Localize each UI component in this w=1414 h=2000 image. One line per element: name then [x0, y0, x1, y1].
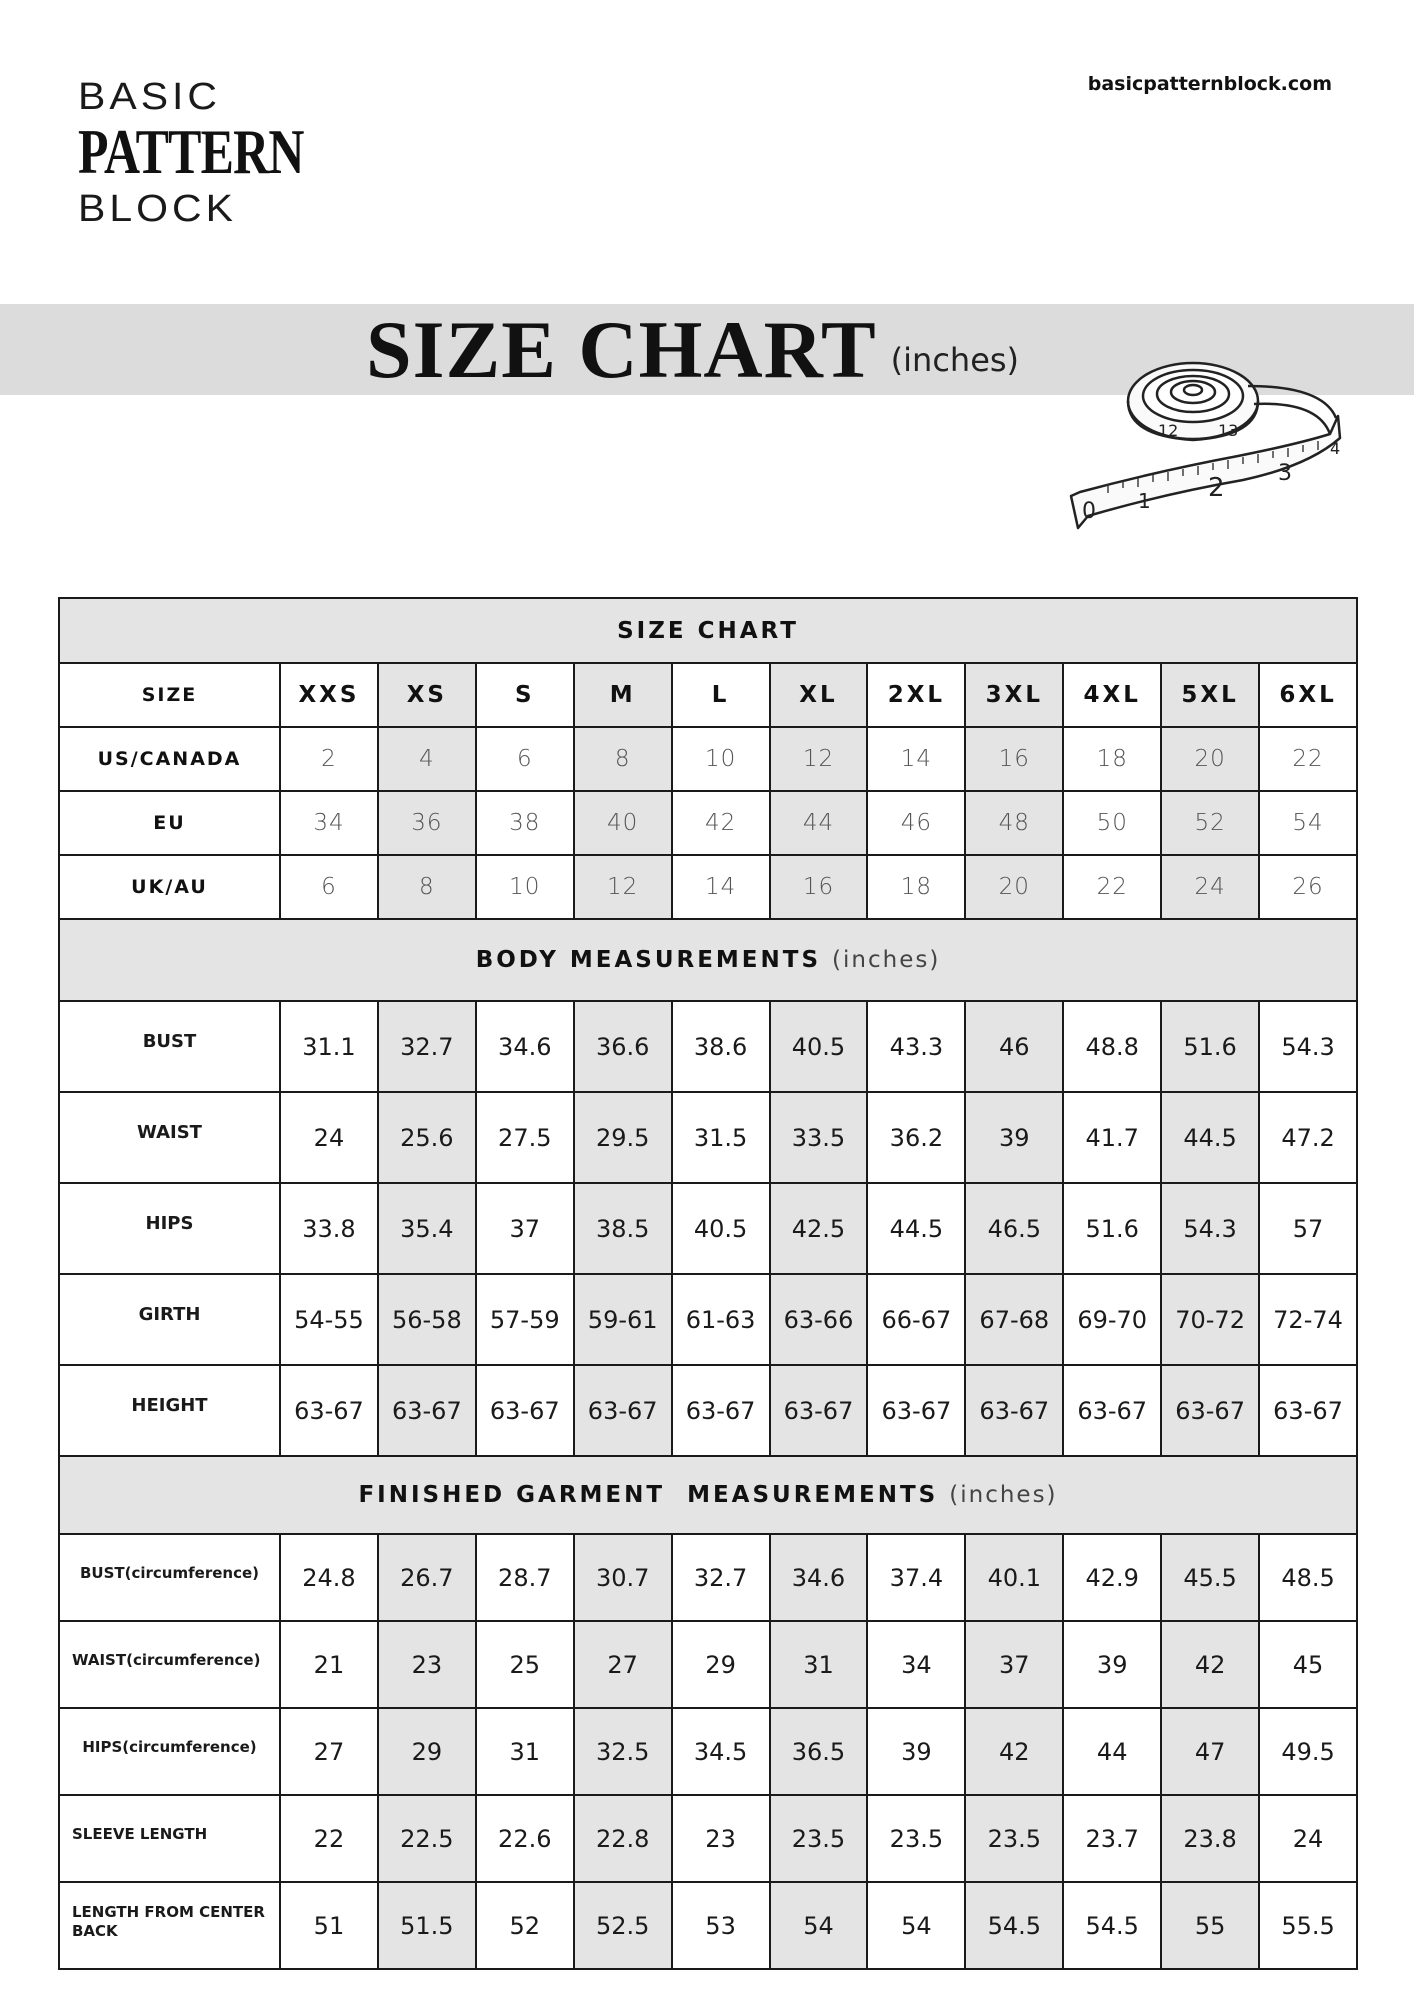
size-header-cell: XL [770, 663, 868, 727]
table-cell: 36.5 [770, 1708, 868, 1795]
table-cell: 38.5 [574, 1183, 672, 1274]
table-cell: 40.5 [770, 1001, 868, 1092]
table-cell: 25.6 [378, 1092, 476, 1183]
table-cell: 63-67 [770, 1365, 868, 1456]
table-cell: 23.5 [965, 1795, 1063, 1882]
table-title: SIZE CHART [59, 598, 1357, 663]
table-cell: 54 [867, 1882, 965, 1969]
table-cell: 34.6 [770, 1534, 868, 1621]
table-cell: 44 [1063, 1708, 1161, 1795]
table-cell: 39 [867, 1708, 965, 1795]
table-cell: 32.7 [378, 1001, 476, 1092]
table-cell: 55 [1161, 1882, 1259, 1969]
table-cell: 14 [672, 855, 770, 919]
table-cell: 31.1 [280, 1001, 378, 1092]
section-title: FINISHED GARMENT MEASUREMENTS [358, 1482, 939, 1508]
table-cell: 50 [1063, 791, 1161, 855]
row-label: US/CANADA [59, 727, 280, 791]
table-cell: 63-67 [476, 1365, 574, 1456]
table-cell: 33.5 [770, 1092, 868, 1183]
body-measurements-heading [59, 919, 1357, 1001]
svg-text:13: 13 [1218, 421, 1239, 440]
table-cell: 20 [1161, 727, 1259, 791]
table-cell: 52.5 [574, 1882, 672, 1969]
row-label: UK/AU [59, 855, 280, 919]
page-title-unit: (inches) [890, 340, 1020, 379]
section-unit: (inches) [832, 947, 941, 973]
logo-line-2: PATTERN [78, 116, 304, 187]
table-cell: 23.5 [770, 1795, 868, 1882]
table-cell: 18 [1063, 727, 1161, 791]
table-cell: 63-67 [867, 1365, 965, 1456]
table-cell: 23 [378, 1621, 476, 1708]
table-cell: 20 [965, 855, 1063, 919]
row-label: HIPS(circumference) [59, 1708, 280, 1795]
table-cell: 22.5 [378, 1795, 476, 1882]
table-cell: 42 [965, 1708, 1063, 1795]
table-cell: 57 [1259, 1183, 1357, 1274]
row-label: HEIGHT [59, 1365, 280, 1456]
table-cell: 39 [965, 1092, 1063, 1183]
table-cell: 28.7 [476, 1534, 574, 1621]
table-cell: 40.1 [965, 1534, 1063, 1621]
table-cell: 45.5 [1161, 1534, 1259, 1621]
table-cell: 63-67 [1161, 1365, 1259, 1456]
table-cell: 46.5 [965, 1183, 1063, 1274]
table-cell: 44.5 [867, 1183, 965, 1274]
table-cell: 63-67 [574, 1365, 672, 1456]
table-cell: 61-63 [672, 1274, 770, 1365]
logo-line-3: BLOCK [78, 186, 237, 230]
table-cell: 12 [574, 855, 672, 919]
size-header-cell: 3XL [965, 663, 1063, 727]
table-cell: 18 [867, 855, 965, 919]
table-cell: 54.3 [1161, 1183, 1259, 1274]
row-label: BUST(circumference) [59, 1534, 280, 1621]
table-cell: 53 [672, 1882, 770, 1969]
table-cell: 22.6 [476, 1795, 574, 1882]
table-cell: 24.8 [280, 1534, 378, 1621]
svg-text:3: 3 [1278, 461, 1292, 486]
size-header-cell: 2XL [867, 663, 965, 727]
table-cell: 54-55 [280, 1274, 378, 1365]
table-cell: 23.7 [1063, 1795, 1161, 1882]
table-cell: 52 [476, 1882, 574, 1969]
table-cell: 14 [867, 727, 965, 791]
table-cell: 24 [1259, 1795, 1357, 1882]
table-cell: 37 [965, 1621, 1063, 1708]
table-cell: 48 [965, 791, 1063, 855]
table-cell: 38.6 [672, 1001, 770, 1092]
table-cell: 30.7 [574, 1534, 672, 1621]
size-header-cell: M [574, 663, 672, 727]
table-cell: 63-67 [1259, 1365, 1357, 1456]
table-cell: 10 [476, 855, 574, 919]
svg-text:4: 4 [1330, 439, 1341, 458]
table-cell: 24 [1161, 855, 1259, 919]
table-cell: 41.7 [1063, 1092, 1161, 1183]
row-label: EU [59, 791, 280, 855]
row-label: BUST [59, 1001, 280, 1092]
table-cell: 22 [1259, 727, 1357, 791]
svg-text:12: 12 [1158, 421, 1179, 440]
table-cell: 43.3 [867, 1001, 965, 1092]
table-cell: 22 [280, 1795, 378, 1882]
size-header-label: SIZE [59, 663, 280, 727]
row-label: WAIST(circumference) [59, 1621, 280, 1708]
table-cell: 23.5 [867, 1795, 965, 1882]
table-cell: 72-74 [1259, 1274, 1357, 1365]
table-cell: 33.8 [280, 1183, 378, 1274]
table-cell: 27 [280, 1708, 378, 1795]
table-cell: 16 [770, 855, 868, 919]
table-cell: 34.5 [672, 1708, 770, 1795]
size-header-cell: 4XL [1063, 663, 1161, 727]
table-cell: 24 [280, 1092, 378, 1183]
table-cell: 34 [867, 1621, 965, 1708]
table-cell: 40 [574, 791, 672, 855]
svg-text:0: 0 [1082, 499, 1096, 524]
table-cell: 36.6 [574, 1001, 672, 1092]
brand-logo [78, 74, 304, 230]
row-label: HIPS [59, 1183, 280, 1274]
table-cell: 6 [476, 727, 574, 791]
table-cell: 2 [280, 727, 378, 791]
section-unit: (inches) [949, 1482, 1058, 1508]
table-cell: 59-61 [574, 1274, 672, 1365]
row-label: WAIST [59, 1092, 280, 1183]
row-label: LENGTH FROM CENTER BACK [59, 1882, 280, 1969]
table-cell: 23 [672, 1795, 770, 1882]
table-cell: 6 [280, 855, 378, 919]
table-cell: 45 [1259, 1621, 1357, 1708]
website-url: basicpatternblock.com [1087, 73, 1332, 95]
table-cell: 52 [1161, 791, 1259, 855]
table-cell: 66-67 [867, 1274, 965, 1365]
size-header-cell: 6XL [1259, 663, 1357, 727]
table-cell: 32.5 [574, 1708, 672, 1795]
table-cell: 51.6 [1063, 1183, 1161, 1274]
table-cell: 8 [574, 727, 672, 791]
table-cell: 49.5 [1259, 1708, 1357, 1795]
table-cell: 31.5 [672, 1092, 770, 1183]
size-header-cell: XS [378, 663, 476, 727]
table-cell: 4 [378, 727, 476, 791]
table-cell: 54.3 [1259, 1001, 1357, 1092]
table-cell: 54 [770, 1882, 868, 1969]
table-cell: 44.5 [1161, 1092, 1259, 1183]
table-cell: 16 [965, 727, 1063, 791]
table-cell: 69-70 [1063, 1274, 1161, 1365]
table-cell: 57-59 [476, 1274, 574, 1365]
table-cell: 37 [476, 1183, 574, 1274]
table-cell: 34 [280, 791, 378, 855]
row-label: SLEEVE LENGTH [59, 1795, 280, 1882]
table-cell: 40.5 [672, 1183, 770, 1274]
table-cell: 67-68 [965, 1274, 1063, 1365]
table-cell: 29 [378, 1708, 476, 1795]
table-cell: 39 [1063, 1621, 1161, 1708]
size-header-cell: 5XL [1161, 663, 1259, 727]
table-cell: 31 [770, 1621, 868, 1708]
table-cell: 36 [378, 791, 476, 855]
size-chart-table [58, 597, 1358, 1970]
table-cell: 51.5 [378, 1882, 476, 1969]
svg-text:2: 2 [1208, 473, 1225, 503]
table-cell: 63-66 [770, 1274, 868, 1365]
table-cell: 29.5 [574, 1092, 672, 1183]
table-cell: 12 [770, 727, 868, 791]
table-cell: 70-72 [1161, 1274, 1259, 1365]
table-cell: 47 [1161, 1708, 1259, 1795]
table-cell: 54.5 [1063, 1882, 1161, 1969]
table-cell: 42 [1161, 1621, 1259, 1708]
table-cell: 46 [965, 1001, 1063, 1092]
finished-measurements-heading [59, 1456, 1357, 1534]
table-cell: 22 [1063, 855, 1161, 919]
row-label: GIRTH [59, 1274, 280, 1365]
size-header-cell: S [476, 663, 574, 727]
size-header-cell: L [672, 663, 770, 727]
table-cell: 51.6 [1161, 1001, 1259, 1092]
table-cell: 22.8 [574, 1795, 672, 1882]
table-cell: 54.5 [965, 1882, 1063, 1969]
table-cell: 42.5 [770, 1183, 868, 1274]
table-cell: 56-58 [378, 1274, 476, 1365]
table-cell: 29 [672, 1621, 770, 1708]
table-cell: 38 [476, 791, 574, 855]
logo-line-1: BASIC [78, 74, 222, 118]
section-title: BODY MEASUREMENTS [475, 947, 822, 973]
table-cell: 21 [280, 1621, 378, 1708]
table-cell: 32.7 [672, 1534, 770, 1621]
table-cell: 10 [672, 727, 770, 791]
table-cell: 48.8 [1063, 1001, 1161, 1092]
table-cell: 63-67 [378, 1365, 476, 1456]
size-header-cell: XXS [280, 663, 378, 727]
table-cell: 48.5 [1259, 1534, 1357, 1621]
table-cell: 63-67 [965, 1365, 1063, 1456]
table-cell: 35.4 [378, 1183, 476, 1274]
table-cell: 27 [574, 1621, 672, 1708]
table-cell: 36.2 [867, 1092, 965, 1183]
table-cell: 42.9 [1063, 1534, 1161, 1621]
svg-text:1: 1 [1138, 489, 1151, 513]
table-cell: 63-67 [1063, 1365, 1161, 1456]
table-cell: 31 [476, 1708, 574, 1795]
table-cell: 23.8 [1161, 1795, 1259, 1882]
measuring-tape-icon [1068, 356, 1368, 556]
table-cell: 63-67 [672, 1365, 770, 1456]
table-cell: 44 [770, 791, 868, 855]
table-cell: 51 [280, 1882, 378, 1969]
table-cell: 26 [1259, 855, 1357, 919]
table-cell: 8 [378, 855, 476, 919]
banner-title [366, 304, 1019, 395]
table-cell: 26.7 [378, 1534, 476, 1621]
table-cell: 54 [1259, 791, 1357, 855]
table-cell: 63-67 [280, 1365, 378, 1456]
table-cell: 55.5 [1259, 1882, 1357, 1969]
table-cell: 27.5 [476, 1092, 574, 1183]
table-cell: 37.4 [867, 1534, 965, 1621]
table-cell: 25 [476, 1621, 574, 1708]
table-cell: 47.2 [1259, 1092, 1357, 1183]
table-cell: 46 [867, 791, 965, 855]
table-cell: 34.6 [476, 1001, 574, 1092]
page-title: SIZE CHART [366, 303, 877, 395]
table-cell: 42 [672, 791, 770, 855]
